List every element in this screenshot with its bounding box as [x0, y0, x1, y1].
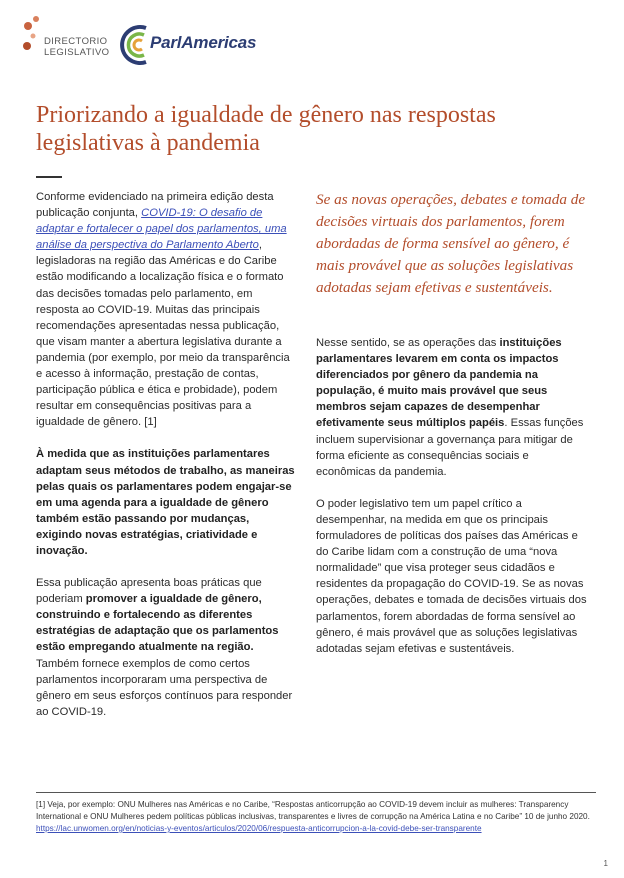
- left-column: [36, 189, 298, 736]
- page-title: Priorizando a igualdade de gênero nas respostas legislativas à pandemia: [36, 102, 496, 156]
- logo-line-2: LEGISLATIVO: [44, 47, 110, 58]
- directorio-legislativo-logo[interactable]: [22, 14, 114, 70]
- footnote: [36, 799, 596, 835]
- publication-link[interactable]: COVID-19: O desafio de adaptar e fortalecer o papel dos parlamentos, uma análise da perspectiva do Parlamento Aberto: [36, 207, 287, 252]
- bold-paragraph: À medida que as instituições parlamentares adaptam seus métodos de trabalho, as maneiras pelas quais os parlamentares podem engajar-se em uma agenda para a igualdade de gênero também estão passando por mudanças, exigindo novas estratégias, criatividade e inovação.: [36, 448, 295, 557]
- header: [22, 14, 322, 74]
- title-divider: [36, 176, 62, 178]
- dots-icon: [22, 14, 46, 58]
- footnote-divider: [36, 792, 596, 793]
- legislative-role-paragraph: O poder legislativo tem um papel crítico a desempenhar, na medida em que os principais formuladores de políticas dos países das Américas e do Caribe lidam com a construção de uma “nova normalidade” que visa proteger seus cidadãos e residentes da propagação do COVID-19. Se as novas operações, debates e tomada de decisões virtuais dos parlamentos, forem abordadas de forma sensível ao gênero, é mais provável que as soluções legislativas adotadas sejam efetivas e sustentáveis.: [316, 497, 587, 655]
- right-column: [316, 189, 588, 673]
- page-number: 1: [603, 859, 608, 868]
- sense-paragraph: Nesse sentido, se as operações das instituições parlamentares levarem em conta os impactos diferenciados por gênero da pandemia na população, é muito mais provável que seus membros sejam capazes de desempenhar efetivamente seus múltiplos papéis. Essas funções incluem supervisionar a governança para mitigar de forma eficiente as consequências sociais e econômicas da pandemia.: [316, 337, 584, 478]
- footnote-link[interactable]: https://lac.unwomen.org/en/noticias-y-eventos/articulos/2020/06/respuesta-anticorrupcion-a-la-covid-debe-ser-transparente: [36, 824, 482, 833]
- practices-paragraph: Essa publicação apresenta boas práticas que poderiam promover a igualdade de gênero, construindo e fortalecendo as diferentes estratégias de adaptação que os parlamentos estão empregando atualmente na região. Também fornece exemplos de como certos parlamentos incorporaram uma perspectiva de gênero em seus esforços contínuos para responder ao COVID-19.: [36, 577, 293, 718]
- parlamericas-name: ParlAmericas: [150, 33, 257, 52]
- footnote-text: [1] Veja, por exemplo: ONU Mulheres nas Américas e no Caribe, “Respostas anticorrupção ao COVID-19 devem incluir as mulheres: Transparency International e ONU Mulheres pedem políticas públicas inclusivas, transparentes e livres de corrupção na América Latina e no Caribe” 10 de junho 2020.: [36, 800, 590, 821]
- parlamericas-logo[interactable]: [120, 22, 320, 72]
- logo-line-1: DIRECTORIO: [44, 36, 108, 47]
- parlamericas-arc-icon: [120, 22, 154, 68]
- pull-quote: Se as novas operações, debates e tomada de decisões virtuais dos parlamentos, forem abordadas de forma sensível ao gênero, é mais provável que as soluções legislativas adotadas sejam efetivas e sustentáveis.: [316, 191, 586, 296]
- intro-paragraph: Conforme evidenciado na primeira edição desta publicação conjunta, COVID-19: O desafio de adaptar e fortalecer o papel dos parlamentos, uma análise da perspectiva do Parlamento Aberto, legisladoras na região das Américas e do Caribe estão modificando a localização física e o formato das decisões tomadas pelo parlamento, em resposta ao COVID-19. Muitas das principais recomendações apresentadas nessa publicação, que visam manter a abertura legislativa durante a pandemia (por exemplo, por meio da transparência e acesso à informação, prestação de contas, participação pública e ética e probidade), podem resultar em consequências positivas para a igualdade de gênero. [1]: [36, 191, 290, 429]
